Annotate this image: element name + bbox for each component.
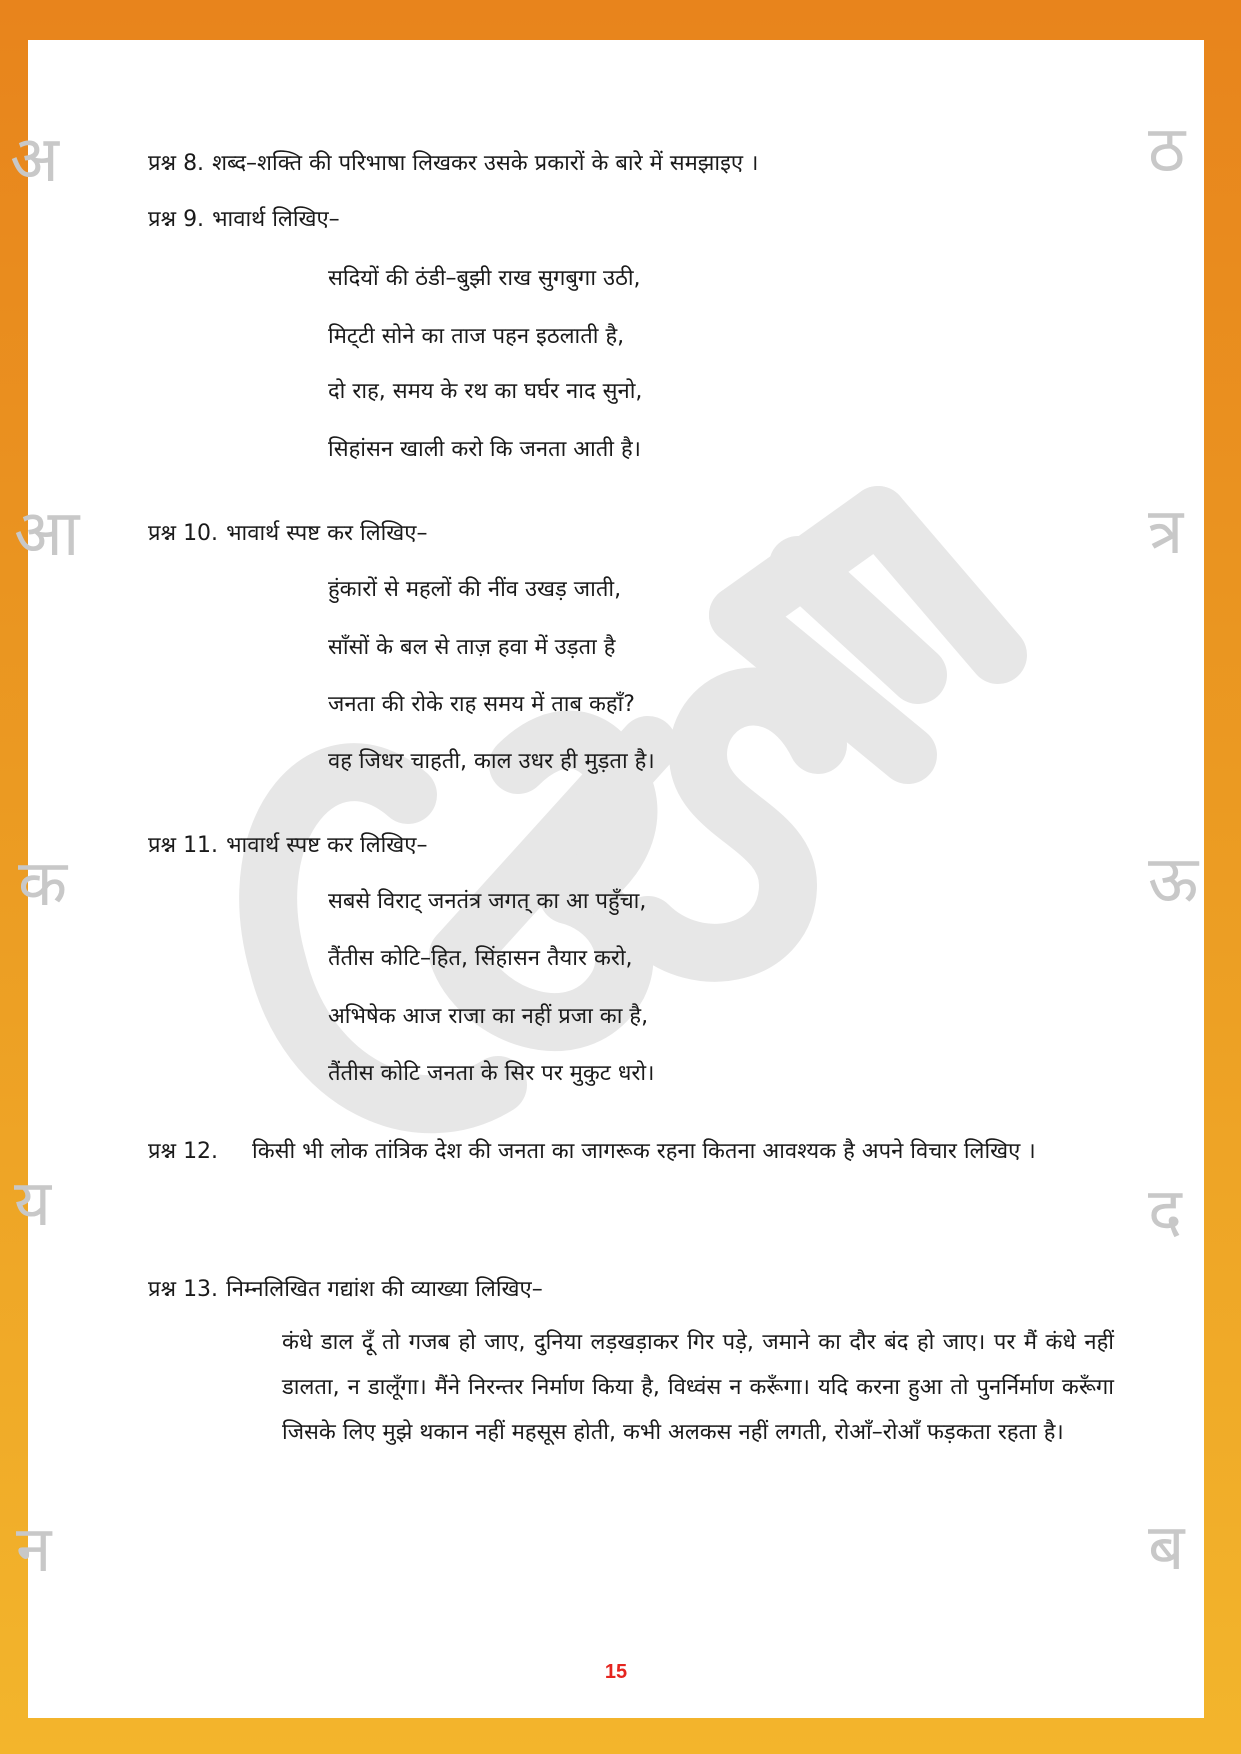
question-text: भावार्थ स्पष्ट कर लिखिए–: [226, 833, 428, 858]
verse-line: सिहांसन खाली करो कि जनता आती है।: [328, 437, 641, 462]
verse-line: वह जिधर चाहती, काल उधर ही मुड़ता है।: [328, 749, 655, 774]
side-letter: त्र: [1148, 495, 1184, 569]
question-number: प्रश्न 13.: [148, 1277, 219, 1302]
verse-line: सदियों की ठंडी–बुझी राख सुगबुगा उठी,: [328, 266, 641, 291]
question-9: [148, 203, 340, 233]
question-13: [148, 1273, 543, 1303]
verse-line: तैंतीस कोटि–हित, सिंहासन तैयार करो,: [328, 946, 633, 971]
question-number: प्रश्न 8.: [148, 151, 205, 176]
page-sheet: [10, 40, 1204, 1718]
side-letter: आ: [14, 497, 80, 571]
question-text: भावार्थ स्पष्ट कर लिखिए–: [226, 521, 428, 546]
verse-line: दो राह, समय के रथ का घर्घर नाद सुनो,: [328, 379, 643, 404]
question-number: प्रश्न 12.: [148, 1139, 219, 1164]
verse-line: जनता की रोके राह समय में ताब कहाँ?: [328, 692, 635, 717]
side-letter: ब: [1148, 1511, 1185, 1585]
verse-line: अभिषेक आज राजा का नहीं प्रजा का है,: [328, 1004, 649, 1029]
question-number: प्रश्न 11.: [148, 833, 219, 858]
side-letter: ऊ: [1148, 843, 1199, 917]
verse-line: सबसे विराट् जनतंत्र जगत् का आ पहुँचा,: [328, 889, 647, 914]
question-number: प्रश्न 10.: [148, 521, 219, 546]
verse-line: साँसों के बल से ताज़ हवा में उड़ता है: [328, 635, 616, 660]
verse-line: हुंकारों से महलों की नींव उखड़ जाती,: [328, 577, 622, 602]
question-11: [148, 829, 427, 859]
side-letter: य: [14, 1167, 52, 1241]
question-8: [148, 147, 758, 177]
passage-text: कंधे डाल दूँ तो गजब हो जाए, दुनिया लड़खड़ाकर गिर पड़े, जमाने का दौर बंद हो जाए। पर मैं कंधे नहीं डालता, न डालूँगा। मैंने निरन्तर निर्माण किया है, विध्वंस न करूँगा। यदि करना हुआ तो पुनर्निर्माण करूँगा जिसके लिए मुझे थकान नहीं महसूस होती, कभी अलकस नहीं लगती, रोआँ–रोआँ फड़कता रहता है।: [282, 1330, 1114, 1445]
question-text: भावार्थ लिखिए–: [212, 207, 340, 232]
side-letter: ठ: [1148, 113, 1186, 187]
page-number: 15: [604, 1661, 628, 1683]
question-text: किसी भी लोक तांत्रिक देश की जनता का जागरूक रहना कितना आवश्यक है अपने विचार लिखिए ।: [252, 1139, 1036, 1164]
side-letter: अ: [10, 123, 59, 197]
side-letter: क: [18, 847, 68, 921]
question-text: निम्नलिखित गद्यांश की व्याख्या लिखिए–: [226, 1277, 543, 1302]
question-10: [148, 517, 427, 547]
question-number: प्रश्न 9.: [148, 207, 205, 232]
side-letter: न: [16, 1513, 52, 1587]
side-letter: द: [1148, 1175, 1182, 1249]
verse-line: तैंतीस कोटि जनता के सिर पर मुकुट धरो।: [328, 1061, 655, 1086]
question-12: [148, 1129, 1114, 1174]
question-text: शब्द–शक्ति की परिभाषा लिखकर उसके प्रकारों के बारे में समझाइए ।: [212, 151, 759, 176]
verse-line: मिट्‌टी सोने का ताज पहन इठलाती है,: [328, 324, 625, 349]
